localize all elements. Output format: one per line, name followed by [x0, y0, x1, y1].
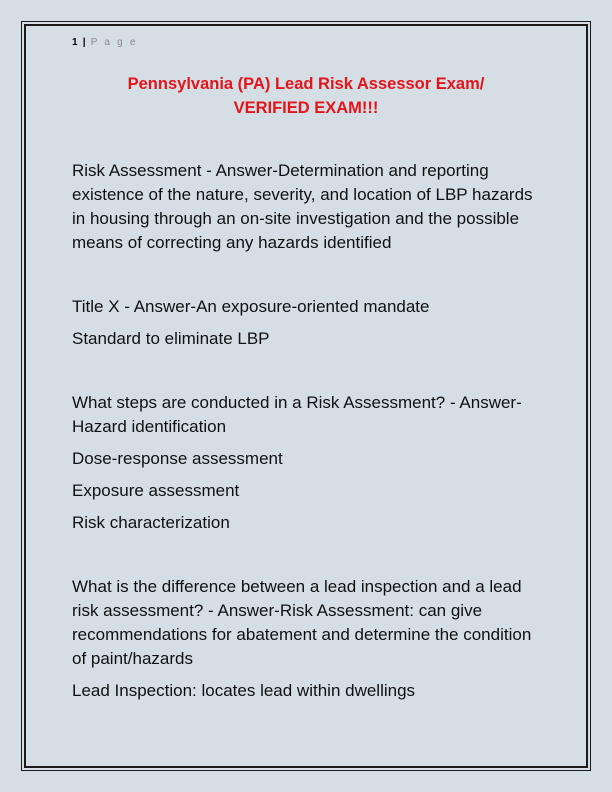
- qa-paragraph: Risk Assessment - Answer-Determination and reporting existence of the nature, severity, and location of LBP hazards in housing through an on-site investigation and the possible means of correcting any hazards identified: [72, 161, 533, 252]
- qa-paragraph: What is the difference between a lead inspection and a lead risk assessment? - Answer-Risk Assessment: can give recommendations for abatement and determine the condition of paint/hazards: [72, 577, 532, 668]
- document-title-line-2: VERIFIED EXAM!!!: [233, 99, 379, 117]
- qa-paragraph: Dose-response assessment: [72, 449, 283, 468]
- qa-paragraph: Title X - Answer-An exposure-oriented mandate: [72, 297, 430, 316]
- qa-paragraph: Standard to eliminate LBP: [72, 329, 270, 348]
- document-title: [60, 72, 552, 120]
- document-body: [72, 159, 542, 703]
- page-number: [72, 37, 138, 48]
- page-label: P a g e: [90, 37, 138, 48]
- qa-entry-inspection-vs-assessment: [72, 575, 542, 703]
- qa-entry-title-x: [72, 295, 542, 351]
- document-title-line-1: Pennsylvania (PA) Lead Risk Assessor Exam/: [127, 75, 485, 93]
- qa-entry-risk-assessment-steps: [72, 391, 542, 535]
- qa-paragraph: What steps are conducted in a Risk Assessment? - Answer-Hazard identification: [72, 393, 522, 436]
- qa-entry-risk-assessment: [72, 159, 542, 255]
- qa-paragraph: Exposure assessment: [72, 481, 240, 500]
- page-number-value: 1: [72, 37, 78, 48]
- qa-paragraph: Risk characterization: [72, 513, 230, 532]
- page-number-separator: |: [82, 37, 86, 48]
- qa-paragraph: Lead Inspection: locates lead within dwellings: [72, 681, 416, 700]
